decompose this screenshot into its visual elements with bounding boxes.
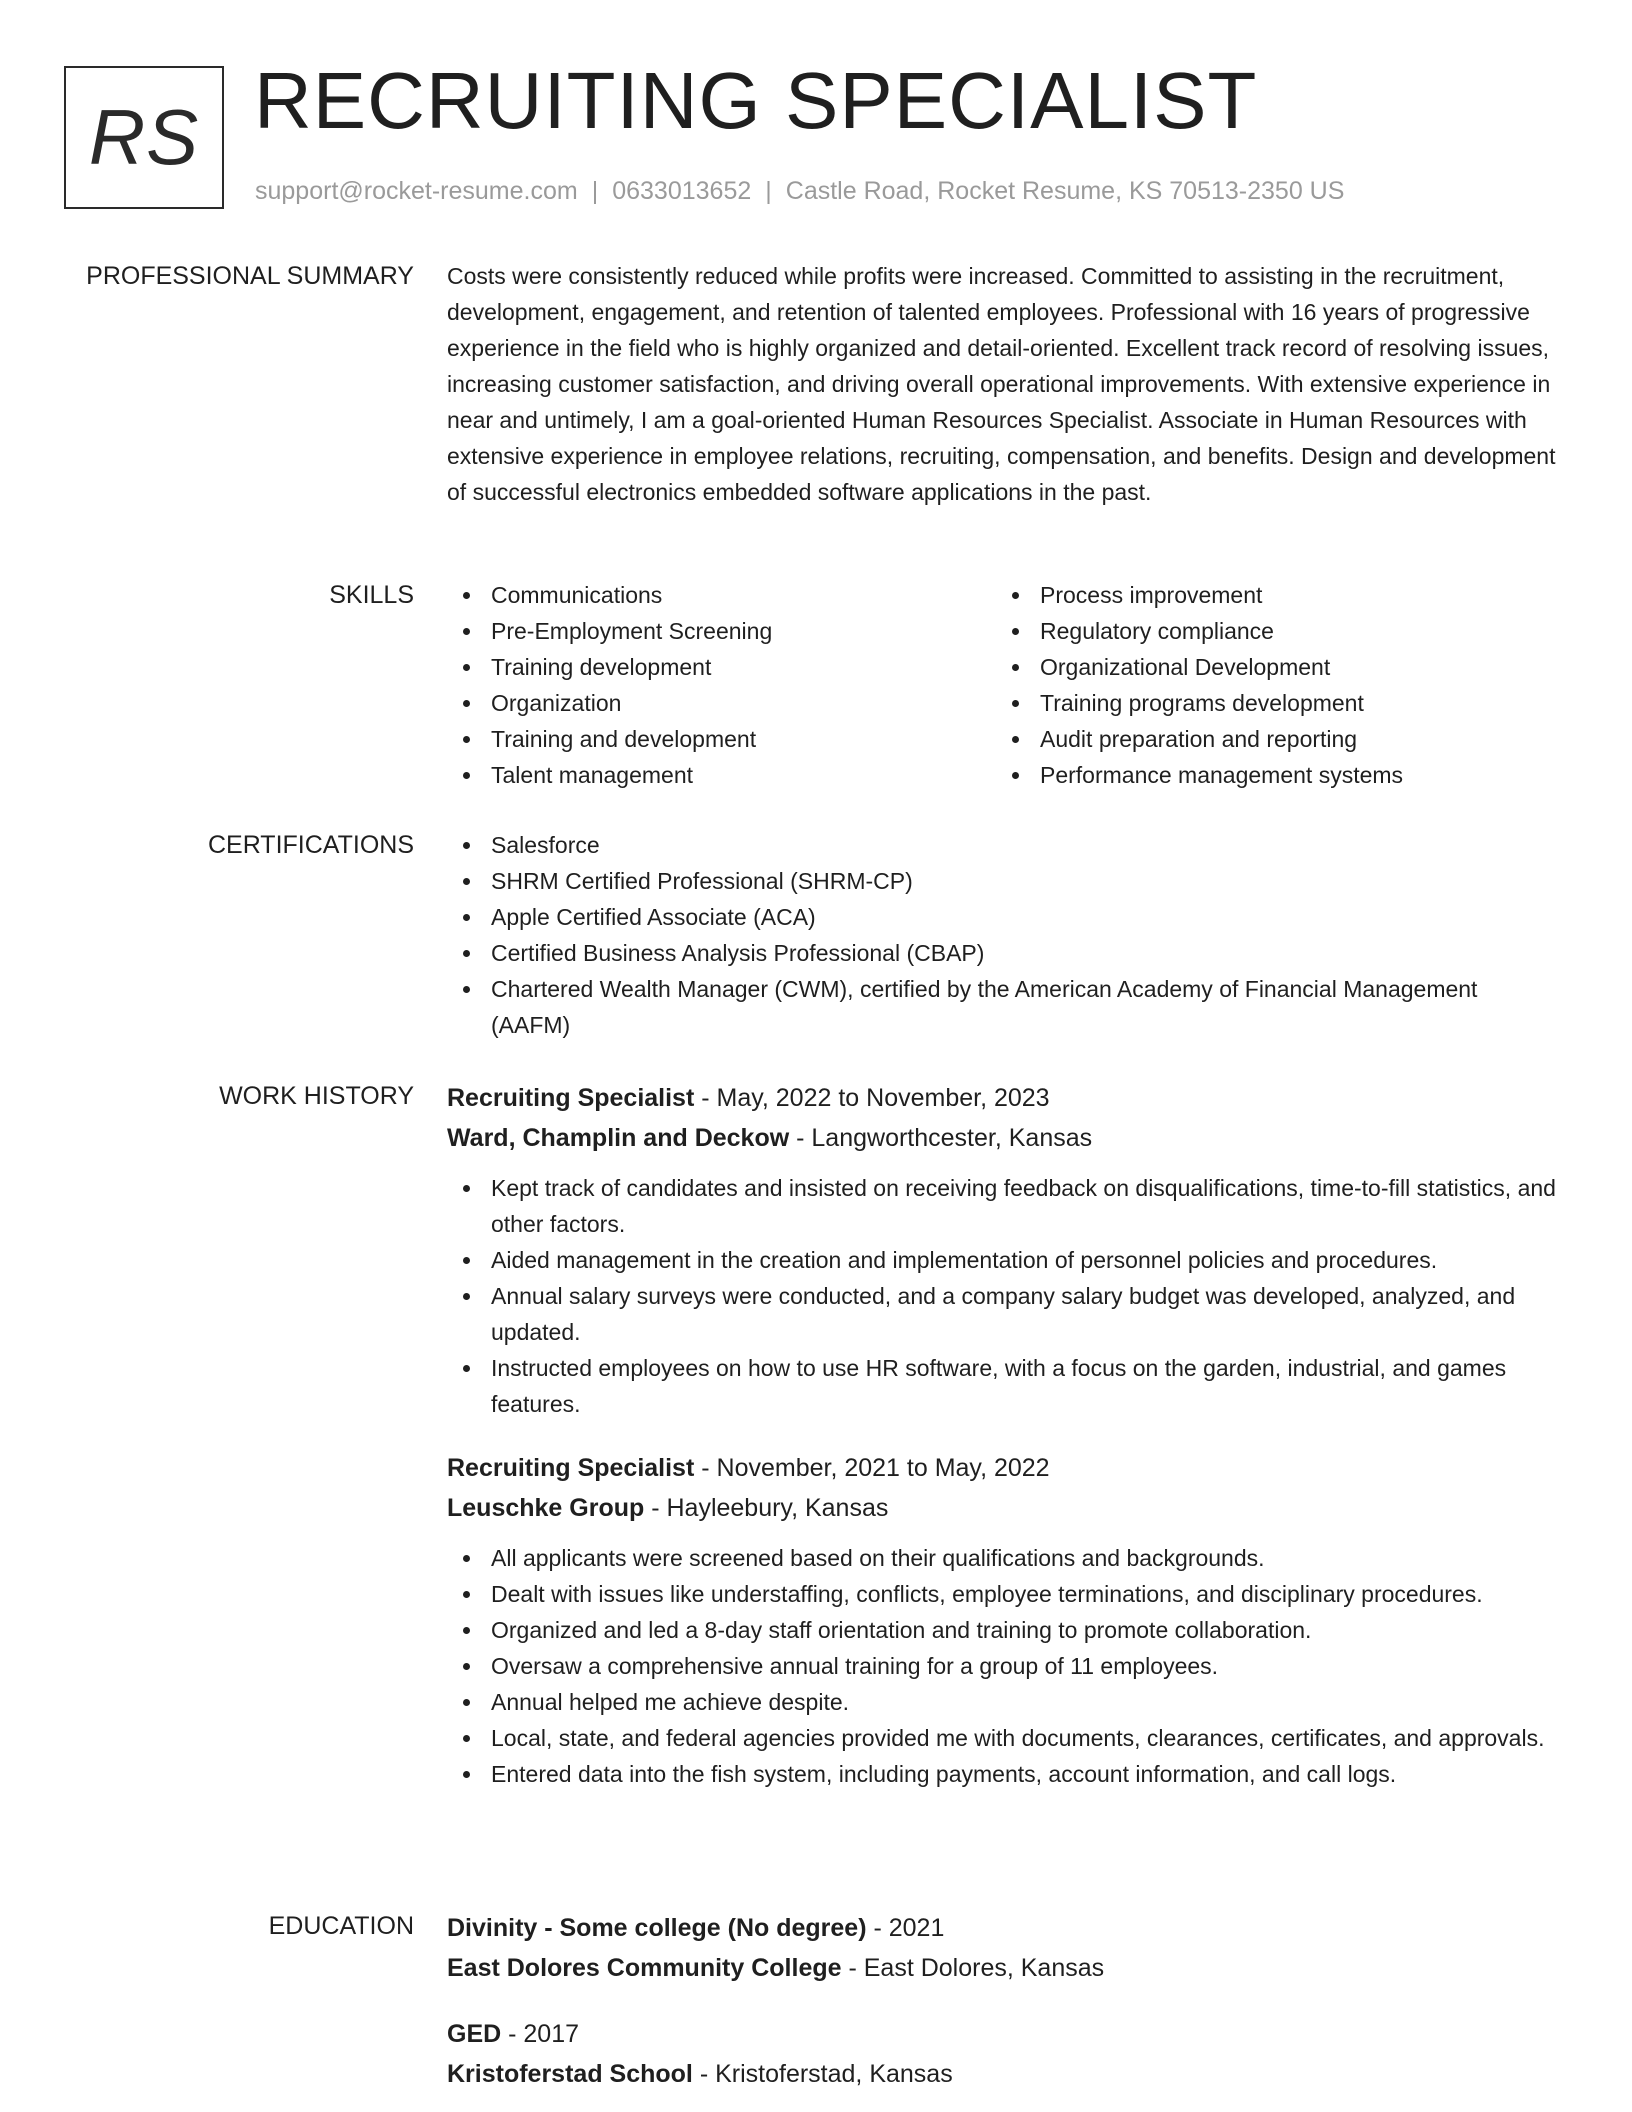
skill-item: Organization [447, 685, 996, 721]
education-entry [447, 1908, 1557, 1988]
certifications-list [447, 827, 1557, 1043]
certification-item: Certified Business Analysis Professional (CBAP) [447, 935, 1557, 971]
skill-item: Process improvement [996, 577, 1545, 613]
skill-item: Regulatory compliance [996, 613, 1545, 649]
job-bullet: Dealt with issues like understaffing, conflicts, employee terminations, and disciplinary procedures. [447, 1576, 1557, 1612]
certification-item: Salesforce [447, 827, 1557, 863]
job-location: - Hayleebury, Kansas [644, 1494, 889, 1522]
education-body [447, 1908, 1557, 2094]
skill-item: Organizational Development [996, 649, 1545, 685]
skill-item: Talent management [447, 757, 996, 793]
contact-address: Castle Road, Rocket Resume, KS 70513-2350 US [785, 177, 1345, 205]
contact-separator: | [765, 177, 772, 205]
job-bullets [447, 1540, 1557, 1792]
job-company: Ward, Champlin and Deckow [447, 1124, 790, 1152]
job-bullet: Organized and led a 8-day staff orientation and training to promote collaboration. [447, 1612, 1557, 1648]
job-title-line [447, 1078, 1557, 1118]
job-bullet: Entered data into the fish system, including payments, account information, and call logs. [447, 1756, 1557, 1792]
job-dates: - November, 2021 to May, 2022 [694, 1454, 1050, 1482]
job-entry [447, 1448, 1557, 1792]
skill-item: Audit preparation and reporting [996, 721, 1545, 757]
skill-item: Performance management systems [996, 757, 1545, 793]
monogram-logo: RS [64, 66, 224, 209]
section-title-education: EDUCATION [268, 1912, 414, 1940]
contact-phone[interactable]: 0633013652 [612, 177, 752, 205]
job-bullet: Instructed employees on how to use HR software, with a focus on the garden, industrial, and games features. [447, 1350, 1557, 1422]
job-bullet: Local, state, and federal agencies provided me with documents, clearances, certificates, and approvals. [447, 1720, 1557, 1756]
certification-item: Chartered Wealth Manager (CWM), certified by the American Academy of Financial Management (AAFM) [447, 971, 1557, 1043]
job-company-line [447, 1488, 1557, 1528]
job-entry [447, 1078, 1557, 1422]
education-location: - East Dolores, Kansas [841, 1954, 1105, 1982]
job-dates: - May, 2022 to November, 2023 [694, 1084, 1050, 1112]
contact-line [255, 176, 1344, 206]
skill-item: Pre-Employment Screening [447, 613, 996, 649]
job-title-line [447, 1448, 1557, 1488]
education-entry [447, 2014, 1557, 2094]
skill-item: Training programs development [996, 685, 1545, 721]
job-company: Leuschke Group [447, 1494, 645, 1522]
job-bullet: All applicants were screened based on their qualifications and backgrounds. [447, 1540, 1557, 1576]
education-year: - 2021 [866, 1914, 945, 1942]
job-bullet: Annual helped me achieve despite. [447, 1684, 1557, 1720]
job-bullets [447, 1170, 1557, 1422]
section-title-work-history: WORK HISTORY [219, 1082, 414, 1110]
job-role: Recruiting Specialist [447, 1084, 695, 1112]
education-school-line [447, 1948, 1557, 1988]
certification-item: Apple Certified Associate (ACA) [447, 899, 1557, 935]
section-title-certifications: CERTIFICATIONS [207, 831, 414, 859]
job-bullet: Aided management in the creation and implementation of personnel policies and procedures. [447, 1242, 1557, 1278]
work-history-body [447, 1078, 1557, 1792]
skills-list-left [447, 577, 996, 793]
skill-item: Training and development [447, 721, 996, 757]
summary-text: Costs were consistently reduced while profits were increased. Committed to assisting in the recruitment, development, engagement, and retention of talented employees. Professional with 16 years of progressive experience in the field who is highly organized and detail-oriented. Excellent track record of resolving issues, increasing customer satisfaction, and driving overall operational improvements. With extensive experience in near and untimely, I am a goal-oriented Human Resources Specialist. Associate in Human Resources with extensive experience in employee relations, recruiting, compensation, and benefits. Design and development of successful electronics embedded software applications in the past. [447, 263, 1556, 505]
education-degree: Divinity - Some college (No degree) [447, 1914, 867, 1942]
education-school-line [447, 2054, 1557, 2094]
job-bullet: Oversaw a comprehensive annual training for a group of 11 employees. [447, 1648, 1557, 1684]
education-school: East Dolores Community College [447, 1954, 842, 1982]
education-location: - Kristoferstad, Kansas [692, 2060, 953, 2088]
job-company-line [447, 1118, 1557, 1158]
certifications-body [447, 827, 1557, 1043]
skill-item: Communications [447, 577, 996, 613]
contact-email[interactable]: support@rocket-resume.com [255, 177, 578, 205]
section-title-summary: PROFESSIONAL SUMMARY [86, 262, 414, 290]
section-title-skills: SKILLS [329, 581, 414, 609]
education-year: - 2017 [501, 2020, 580, 2048]
skill-item: Training development [447, 649, 996, 685]
job-location: - Langworthcester, Kansas [789, 1124, 1093, 1152]
job-bullet: Annual salary surveys were conducted, and a company salary budget was developed, analyzed, and updated. [447, 1278, 1557, 1350]
resume-title: RECRUITING SPECIALIST [254, 56, 1258, 145]
education-degree: GED [447, 2020, 502, 2048]
education-degree-line [447, 2014, 1557, 2054]
skills-list-right [996, 577, 1545, 793]
contact-separator: | [591, 177, 599, 205]
certification-item: SHRM Certified Professional (SHRM-CP) [447, 863, 1557, 899]
job-role: Recruiting Specialist [447, 1454, 695, 1482]
education-degree-line [447, 1908, 1557, 1948]
job-bullet: Kept track of candidates and insisted on receiving feedback on disqualifications, time-to-fill statistics, and other factors. [447, 1170, 1557, 1242]
education-school: Kristoferstad School [447, 2060, 693, 2088]
skills-columns [447, 577, 1557, 793]
